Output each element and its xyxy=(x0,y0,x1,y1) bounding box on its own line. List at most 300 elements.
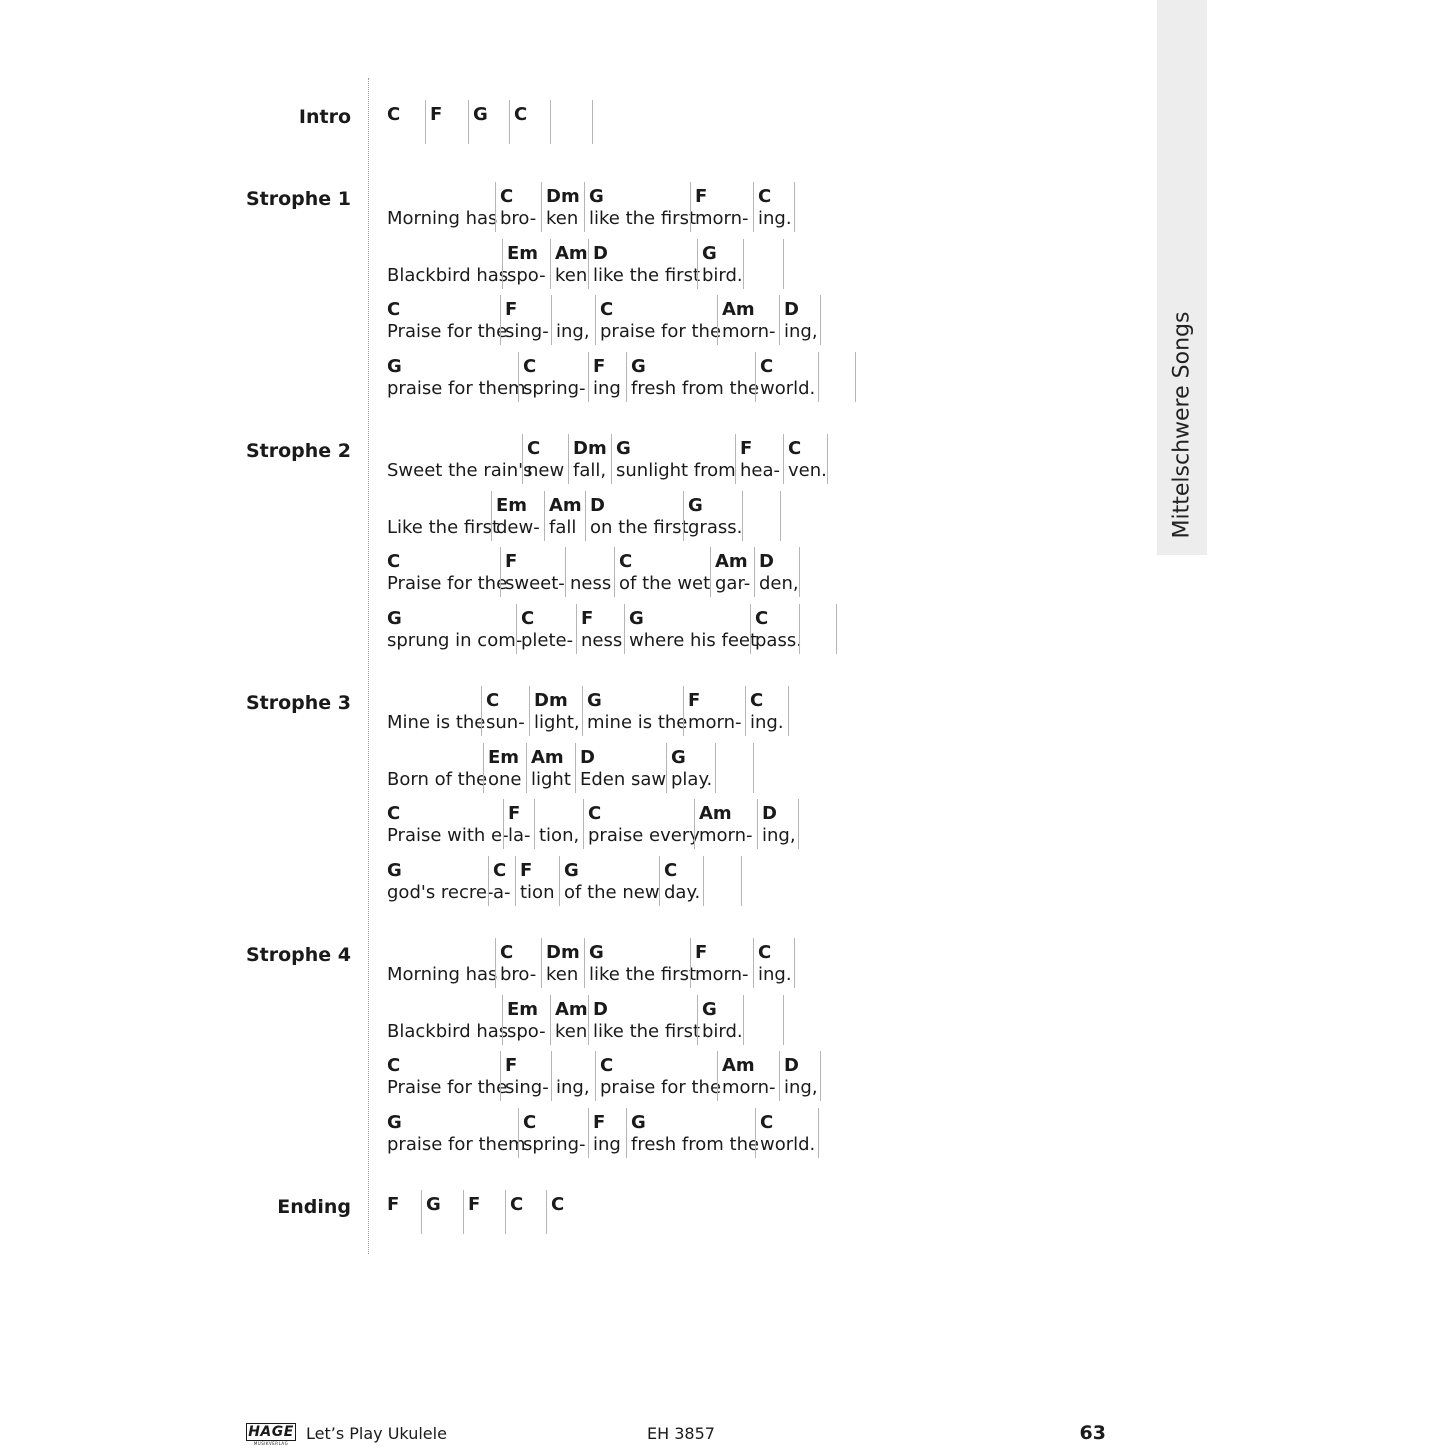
chord-symbol: C xyxy=(755,608,769,629)
chord-symbol: C xyxy=(760,1112,774,1133)
lyric-syllable: Mine is the xyxy=(387,712,486,733)
measure-bar xyxy=(592,100,593,144)
chord-symbol: G xyxy=(587,690,602,711)
chord-symbol: C xyxy=(758,186,772,207)
measure-bar xyxy=(799,547,800,597)
lyric-syllable: ing, xyxy=(556,321,590,342)
chord-symbol: C xyxy=(758,942,772,963)
lyric-syllable: gar- xyxy=(715,573,751,594)
measure-bar xyxy=(611,434,736,484)
measure-bar xyxy=(505,1190,547,1234)
chord-symbol: F xyxy=(688,690,701,711)
page-number: 63 xyxy=(1079,1422,1106,1444)
measure-bar xyxy=(550,100,593,144)
chord-symbol: G xyxy=(631,1112,646,1133)
chord-symbol: G xyxy=(387,608,402,629)
measure-bar xyxy=(585,491,689,541)
lyric-syllable: like the first xyxy=(593,1021,701,1042)
chord-symbol: C xyxy=(387,551,401,572)
measure-bar xyxy=(743,239,784,289)
measure-bar xyxy=(783,239,784,289)
lyric-syllable: new xyxy=(527,460,565,481)
chord-symbol: G xyxy=(702,999,717,1020)
measure-bar xyxy=(526,743,576,793)
section-label: Strophe 3 xyxy=(245,692,351,714)
measure-bar xyxy=(827,434,828,484)
chord-symbol: C xyxy=(788,438,802,459)
measure-bar xyxy=(855,352,856,402)
measure-bar xyxy=(757,799,799,849)
chord-symbol: D xyxy=(590,495,605,516)
measure-bar xyxy=(690,938,754,988)
lyric-syllable: morn- xyxy=(695,964,749,985)
chord-symbol: C xyxy=(600,299,614,320)
measure-bar xyxy=(666,743,716,793)
publisher-logo-wordmark: HAGE xyxy=(246,1423,296,1441)
chord-symbol: D xyxy=(784,1055,799,1076)
measure-bar xyxy=(541,938,585,988)
measure-bar xyxy=(500,1051,552,1101)
lyric-syllable: praise for them xyxy=(387,378,526,399)
lyric-syllable: sprung in com- xyxy=(387,630,523,651)
measure-bar xyxy=(750,604,800,654)
chord-symbol: F xyxy=(740,438,753,459)
measure-bar xyxy=(468,100,510,144)
measure-bar xyxy=(495,938,542,988)
lyric-syllable: ken xyxy=(555,1021,588,1042)
chord-symbol: C xyxy=(387,1055,401,1076)
lyric-syllable: bro- xyxy=(500,208,537,229)
measure-bar xyxy=(735,434,784,484)
measure-bar xyxy=(799,604,837,654)
lyric-syllable: like the first xyxy=(589,964,697,985)
lyric-syllable: sun- xyxy=(486,712,525,733)
lyric-syllable: ing. xyxy=(750,712,784,733)
measure-bar xyxy=(614,547,711,597)
measure-bar xyxy=(551,1051,596,1101)
measure-bar xyxy=(697,239,744,289)
measure-bar xyxy=(583,799,700,849)
chord-symbol: Em xyxy=(488,747,520,768)
footer-catalog-code: EH 3857 xyxy=(647,1424,715,1443)
measure-bar xyxy=(626,1108,760,1158)
lyric-syllable: ken xyxy=(546,208,579,229)
chord-symbol: Am xyxy=(531,747,564,768)
lyric-syllable: ing xyxy=(593,378,621,399)
measure-start xyxy=(387,100,428,144)
chord-symbol: Dm xyxy=(546,186,580,207)
measure-bar xyxy=(518,352,589,402)
lyric-syllable: Praise for the xyxy=(387,321,508,342)
chord-symbol: C xyxy=(551,1194,565,1215)
measure-bar xyxy=(780,491,781,541)
lyric-syllable: play. xyxy=(671,769,713,790)
measure-bar xyxy=(742,491,781,541)
measure-bar xyxy=(595,295,722,345)
chord-symbol: C xyxy=(387,803,401,824)
measure-bar xyxy=(683,686,746,736)
lyric-syllable: morn- xyxy=(722,321,776,342)
lyric-syllable: sing- xyxy=(505,1077,549,1098)
chord-symbol: Am xyxy=(722,299,755,320)
measure-start xyxy=(387,604,523,654)
publisher-logo xyxy=(246,1423,296,1445)
measure-bar xyxy=(690,182,754,232)
lyric-syllable: Eden saw xyxy=(580,769,667,790)
lyric-syllable: ing, xyxy=(556,1077,590,1098)
measure-bar xyxy=(500,295,552,345)
measure-bar xyxy=(421,1190,464,1234)
chord-symbol: Dm xyxy=(534,690,568,711)
chord-symbol: F xyxy=(505,1055,518,1076)
chord-symbol: C xyxy=(523,1112,537,1133)
side-tab-label: Mittelschwere Songs xyxy=(1169,311,1195,539)
lyric-syllable: Sweet the rain's xyxy=(387,460,533,481)
chord-symbol: C xyxy=(750,690,764,711)
measure-bar xyxy=(565,547,615,597)
measure-start xyxy=(387,995,509,1045)
measure-bar xyxy=(794,938,795,988)
lyric-syllable: praise every xyxy=(588,825,700,846)
chord-symbol: C xyxy=(760,356,774,377)
chord-symbol: G xyxy=(589,942,604,963)
chord-symbol: Em xyxy=(507,999,539,1020)
measure-bar xyxy=(584,938,697,988)
measure-bar xyxy=(518,1108,589,1158)
lyric-syllable: light, xyxy=(534,712,580,733)
measure-bar xyxy=(626,352,760,402)
lyric-syllable: Praise for the xyxy=(387,1077,508,1098)
lyric-syllable: plete- xyxy=(521,630,574,651)
measure-bar xyxy=(754,547,800,597)
lyric-syllable: fresh from the xyxy=(631,1134,760,1155)
chord-symbol: C xyxy=(500,186,514,207)
lyric-syllable: Praise with e- xyxy=(387,825,509,846)
measure-bar xyxy=(425,100,469,144)
measure-bar xyxy=(588,239,701,289)
lyric-syllable: sweet- xyxy=(505,573,565,594)
section-divider-line xyxy=(368,78,369,1254)
chord-symbol: F xyxy=(430,104,443,125)
chord-symbol: C xyxy=(493,860,507,881)
measure-bar xyxy=(717,295,780,345)
measure-bar xyxy=(509,100,551,144)
lyric-syllable: Blackbird has xyxy=(387,265,509,286)
lyric-syllable: fresh from the xyxy=(631,378,760,399)
lyric-syllable: ing. xyxy=(758,208,792,229)
measure-bar xyxy=(783,995,784,1045)
chord-symbol: F xyxy=(387,1194,400,1215)
measure-bar xyxy=(463,1190,506,1234)
chord-symbol: Dm xyxy=(573,438,607,459)
measure-start xyxy=(387,799,509,849)
measure-bar xyxy=(481,686,530,736)
chord-symbol: G xyxy=(387,1112,402,1133)
lyric-syllable: grass. xyxy=(688,517,743,538)
lyric-syllable: a- xyxy=(493,882,511,903)
measure-start xyxy=(387,239,509,289)
lyric-syllable: la- xyxy=(508,825,531,846)
measure-bar xyxy=(502,239,551,289)
lyric-syllable: ken xyxy=(555,265,588,286)
chord-symbol: G xyxy=(671,747,686,768)
measure-bar xyxy=(683,491,743,541)
lyric-syllable: ven. xyxy=(788,460,827,481)
measure-bar xyxy=(703,856,742,906)
section-label: Intro xyxy=(298,106,351,128)
lyric-syllable: light xyxy=(531,769,571,790)
measure-bar xyxy=(582,686,688,736)
measure-bar xyxy=(546,1190,577,1234)
measure-bar xyxy=(550,239,589,289)
lyric-syllable: sing- xyxy=(505,321,549,342)
chord-symbol: C xyxy=(510,1194,524,1215)
measure-bar xyxy=(753,743,754,793)
lyric-syllable: ness xyxy=(570,573,612,594)
lyric-syllable: Born of the xyxy=(387,769,488,790)
lyric-syllable: ing, xyxy=(762,825,796,846)
measure-bar xyxy=(495,182,542,232)
chord-symbol: Am xyxy=(715,551,748,572)
chord-symbol: F xyxy=(695,186,708,207)
measure-start xyxy=(387,938,498,988)
lyric-syllable: spring- xyxy=(523,378,586,399)
lyric-syllable: praise for the xyxy=(600,321,722,342)
chord-symbol: F xyxy=(581,608,594,629)
chord-symbol: C xyxy=(523,356,537,377)
measure-bar xyxy=(550,995,589,1045)
chord-symbol: D xyxy=(784,299,799,320)
lyric-syllable: praise for the xyxy=(600,1077,722,1098)
measure-bar xyxy=(794,182,795,232)
measure-bar xyxy=(559,856,660,906)
chord-symbol: D xyxy=(762,803,777,824)
chord-symbol: C xyxy=(521,608,535,629)
measure-start xyxy=(387,1190,424,1234)
chord-symbol: G xyxy=(616,438,631,459)
lyric-syllable: of the wet xyxy=(619,573,711,594)
measure-bar xyxy=(836,604,837,654)
chord-symbol: Am xyxy=(555,243,588,264)
chord-symbol: Em xyxy=(496,495,528,516)
measure-start xyxy=(387,743,486,793)
measure-start xyxy=(387,1108,526,1158)
chord-symbol: F xyxy=(695,942,708,963)
measure-bar xyxy=(715,743,754,793)
measure-start xyxy=(387,856,494,906)
measure-bar xyxy=(779,295,821,345)
chord-symbol: C xyxy=(387,299,401,320)
chord-symbol: F xyxy=(505,299,518,320)
chord-symbol: F xyxy=(505,551,518,572)
publisher-logo-subtext: MUSIKVERLAG xyxy=(253,1441,289,1446)
lyric-syllable: mine is the xyxy=(587,712,688,733)
lyric-syllable: morn- xyxy=(699,825,753,846)
lyric-syllable: Morning has xyxy=(387,208,498,229)
measure-bar xyxy=(488,856,516,906)
measure-bar xyxy=(779,1051,821,1101)
lyric-syllable: like the first xyxy=(593,265,701,286)
lyric-syllable: like the first xyxy=(589,208,697,229)
measure-bar xyxy=(534,799,584,849)
chord-symbol: G xyxy=(629,608,644,629)
chord-symbol: Am xyxy=(699,803,732,824)
lyric-syllable: fall, xyxy=(573,460,607,481)
chord-symbol: C xyxy=(514,104,528,125)
lyric-syllable: morn- xyxy=(688,712,742,733)
measure-bar xyxy=(624,604,758,654)
measure-bar xyxy=(788,686,789,736)
chord-symbol: C xyxy=(588,803,602,824)
measure-bar xyxy=(503,799,535,849)
lyric-syllable: Morning has xyxy=(387,964,498,985)
chord-symbol: G xyxy=(589,186,604,207)
measure-start xyxy=(387,295,508,345)
chord-symbol: D xyxy=(759,551,774,572)
measure-bar xyxy=(697,995,744,1045)
measure-bar xyxy=(584,182,697,232)
chord-symbol: G xyxy=(426,1194,441,1215)
lyric-syllable: ness xyxy=(581,630,623,651)
measure-bar xyxy=(588,352,627,402)
measure-bar xyxy=(500,547,566,597)
lyric-syllable: spo- xyxy=(507,265,546,286)
measure-bar xyxy=(544,491,586,541)
measure-bar xyxy=(588,1108,627,1158)
lyric-syllable: bird. xyxy=(702,1021,743,1042)
lyric-syllable: dew- xyxy=(496,517,540,538)
lyric-syllable: ing. xyxy=(758,964,792,985)
lyric-syllable: ing, xyxy=(784,321,818,342)
measure-bar xyxy=(529,686,583,736)
lyric-syllable: spo- xyxy=(507,1021,546,1042)
measure-bar xyxy=(710,547,755,597)
lyric-syllable: morn- xyxy=(695,208,749,229)
measure-start xyxy=(387,547,508,597)
measure-bar xyxy=(575,743,667,793)
chord-symbol: G xyxy=(631,356,646,377)
lyric-syllable: tion xyxy=(520,882,555,903)
measure-bar xyxy=(483,743,527,793)
measure-bar xyxy=(818,352,856,402)
measure-bar xyxy=(588,995,701,1045)
measure-bar xyxy=(541,182,585,232)
measure-bar xyxy=(755,352,819,402)
measure-bar xyxy=(515,856,560,906)
chord-symbol: G xyxy=(387,356,402,377)
chord-symbol: Am xyxy=(555,999,588,1020)
lyric-syllable: fall xyxy=(549,517,577,538)
chord-symbol: C xyxy=(664,860,678,881)
chord-symbol: C xyxy=(486,690,500,711)
chord-symbol: Am xyxy=(722,1055,755,1076)
chord-symbol: G xyxy=(387,860,402,881)
measure-bar xyxy=(522,434,569,484)
measure-bar xyxy=(753,182,795,232)
lyric-syllable: sunlight from xyxy=(616,460,736,481)
chord-symbol: G xyxy=(473,104,488,125)
chord-symbol: G xyxy=(564,860,579,881)
measure-bar xyxy=(516,604,577,654)
lyric-syllable: Blackbird has xyxy=(387,1021,509,1042)
measure-start xyxy=(387,491,500,541)
lyric-syllable: praise for them xyxy=(387,1134,526,1155)
chord-symbol: Am xyxy=(549,495,582,516)
lyric-syllable: tion, xyxy=(539,825,580,846)
chord-symbol: Dm xyxy=(546,942,580,963)
measure-bar xyxy=(568,434,612,484)
measure-bar xyxy=(820,295,821,345)
measure-bar xyxy=(741,856,742,906)
chord-symbol: G xyxy=(688,495,703,516)
chord-symbol: F xyxy=(508,803,521,824)
lyric-syllable: pass. xyxy=(755,630,802,651)
measure-bar xyxy=(694,799,758,849)
measure-bar xyxy=(502,995,551,1045)
measure-bar xyxy=(818,1108,819,1158)
measure-bar xyxy=(717,1051,780,1101)
chord-symbol: C xyxy=(527,438,541,459)
measure-bar xyxy=(753,938,795,988)
measure-bar xyxy=(595,1051,722,1101)
measure-bar xyxy=(755,1108,819,1158)
chord-symbol: D xyxy=(593,243,608,264)
lyric-syllable: morn- xyxy=(722,1077,776,1098)
measure-bar xyxy=(820,1051,821,1101)
lyric-syllable: day. xyxy=(664,882,701,903)
measure-bar xyxy=(491,491,545,541)
measure-bar xyxy=(576,604,625,654)
lyric-syllable: spring- xyxy=(523,1134,586,1155)
measure-start xyxy=(387,686,484,736)
chord-symbol: F xyxy=(520,860,533,881)
chord-symbol: C xyxy=(387,104,401,125)
lyric-syllable: Praise for the xyxy=(387,573,508,594)
chord-symbol: Em xyxy=(507,243,539,264)
lyric-syllable: on the first xyxy=(590,517,689,538)
lyric-syllable: where his feet xyxy=(629,630,758,651)
section-label: Strophe 4 xyxy=(245,944,351,966)
lyric-syllable: Like the first xyxy=(387,517,500,538)
chord-symbol: F xyxy=(468,1194,481,1215)
lyric-syllable: ing, xyxy=(784,1077,818,1098)
measure-bar xyxy=(551,295,596,345)
section-label: Strophe 2 xyxy=(245,440,351,462)
measure-start xyxy=(387,434,533,484)
measure-start xyxy=(387,1051,508,1101)
lyric-syllable: world. xyxy=(760,1134,816,1155)
lyric-syllable: ing xyxy=(593,1134,621,1155)
measure-bar xyxy=(745,686,789,736)
chord-symbol: C xyxy=(619,551,633,572)
lyric-syllable: bird. xyxy=(702,265,743,286)
chord-symbol: C xyxy=(500,942,514,963)
lyric-syllable: world. xyxy=(760,378,816,399)
chord-symbol: G xyxy=(702,243,717,264)
chord-symbol: F xyxy=(593,356,606,377)
measure-start xyxy=(387,182,498,232)
chord-symbol: C xyxy=(600,1055,614,1076)
lyric-syllable: one xyxy=(488,769,522,790)
measure-bar xyxy=(783,434,828,484)
lyric-syllable: bro- xyxy=(500,964,537,985)
section-label: Ending xyxy=(277,1196,351,1218)
chord-symbol: D xyxy=(593,999,608,1020)
measure-start xyxy=(387,352,526,402)
lyric-syllable: den, xyxy=(759,573,799,594)
lyric-syllable: god's recre- xyxy=(387,882,494,903)
chord-symbol: F xyxy=(593,1112,606,1133)
